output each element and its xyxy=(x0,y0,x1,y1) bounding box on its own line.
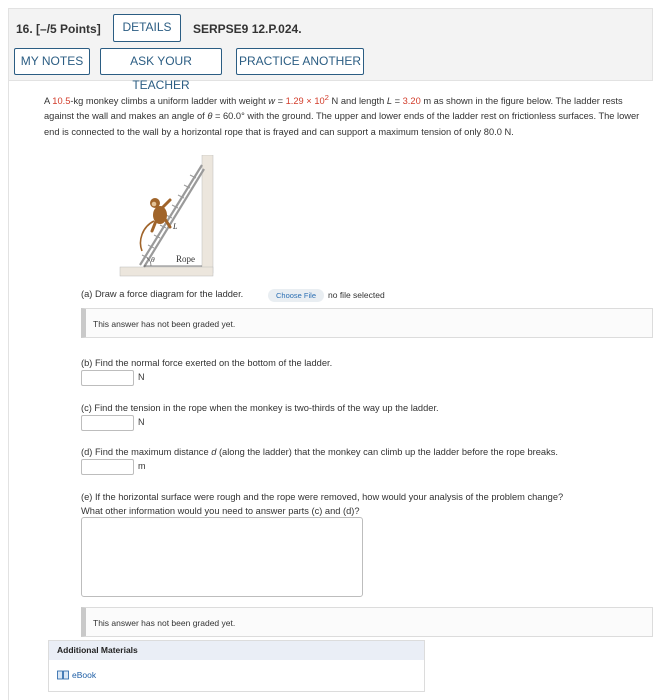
part-e-prompt: (e) If the horizontal surface were rough and the rope were removed, how would your analysis of the problem change? xyxy=(81,492,564,502)
additional-materials-title: Additional Materials xyxy=(49,641,424,660)
weight-value: $1.29 \times 10^2$ xyxy=(285,93,329,107)
details-button[interactable]: DETAILS xyxy=(113,14,181,42)
graded-notice-e: This answer has not been graded yet. xyxy=(81,607,653,637)
length-value: 3.20 xyxy=(402,96,421,107)
ladder-rail xyxy=(140,165,202,265)
rope-label: Rope xyxy=(176,254,195,264)
part-e-answer-textarea[interactable] xyxy=(81,517,363,597)
part-a-prompt: (a) Draw a force diagram for the ladder. xyxy=(81,289,244,299)
ground xyxy=(120,267,213,276)
my-notes-button[interactable]: MY NOTES xyxy=(14,48,90,75)
question-number: 16. [–/5 Points] xyxy=(16,22,101,36)
length-label: L xyxy=(173,222,178,231)
choose-file-button[interactable]: Choose File xyxy=(268,289,324,302)
part-b-prompt: (b) Find the normal force exerted on the bottom of the ladder. xyxy=(81,358,333,368)
file-status: no file selected xyxy=(328,290,385,300)
part-b-unit: N xyxy=(138,372,145,382)
ladder-rail xyxy=(144,169,204,267)
graded-notice-a: This answer has not been graded yet. xyxy=(81,308,653,338)
ladder-figure xyxy=(118,155,214,277)
ebook-link[interactable]: eBook xyxy=(57,670,96,680)
part-c-unit: N xyxy=(138,417,145,427)
angle-label: θ xyxy=(151,255,155,264)
points-label: [–/5 Points] xyxy=(36,22,101,36)
part-c-answer-input[interactable] xyxy=(81,415,134,431)
part-c-prompt: (c) Find the tension in the rope when the monkey is two-thirds of the way up the ladder. xyxy=(81,403,439,413)
part-b-answer-input[interactable] xyxy=(81,370,134,386)
practice-another-button[interactable]: PRACTICE ANOTHER xyxy=(236,48,364,75)
angle-value: 60.0° xyxy=(222,111,245,122)
problem-statement: A 10.5-kg monkey climbs a uniform ladder with weight $w = 1.29 \times 10^2$ N and length L = 3.20 m as shown in the figure below. The ladder rests against the wall and makes an angle of θ = 60.0° with the ground. The upper and lower ends of the ladder rest on frictionless surfaces. The lower end is connected to the wall by a horizontal rope that is frayed and can support a maximum tension of only 80.0 N. xyxy=(44,93,640,137)
part-e-prompt-cont: What other information would you need to answer parts (c) and (d)? xyxy=(81,506,360,516)
wall xyxy=(202,155,213,273)
additional-materials xyxy=(48,640,425,692)
part-d-answer-input[interactable] xyxy=(81,459,134,475)
book-icon xyxy=(57,670,69,680)
ask-your-teacher-button[interactable]: ASK YOUR TEACHER xyxy=(100,48,222,75)
part-d-unit: m xyxy=(138,461,146,471)
mass-value: 10.5 xyxy=(52,96,71,107)
problem-code: SERPSE9 12.P.024. xyxy=(193,22,302,36)
part-d-prompt: (d) Find the maximum distance d (along the ladder) that the monkey can climb up the ladder before the rope breaks. xyxy=(81,447,558,457)
